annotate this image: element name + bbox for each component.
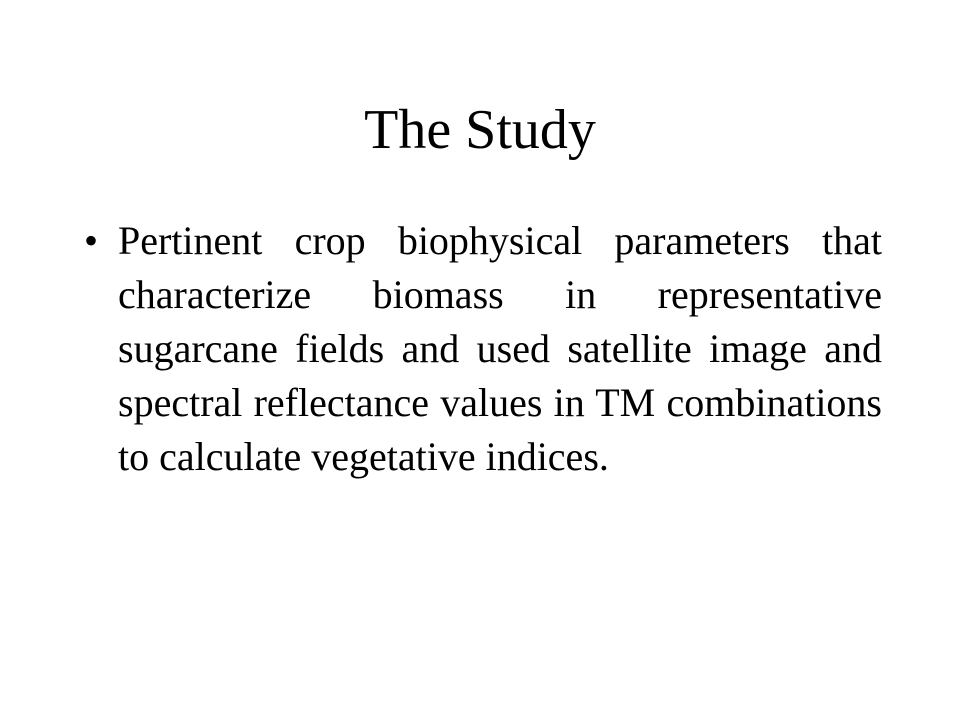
bullet-list [84,214,882,484]
bullet-icon: • [84,218,99,263]
slide-title: The Study [364,99,596,161]
bullet-text: Pertinent crop biophysical parameters that characterize biomass in representative sugarcane fields and used satellite image and spectral reflectance values in TM combinations to calculate vegetative indices. [118,218,882,479]
bullet-item [84,214,882,484]
